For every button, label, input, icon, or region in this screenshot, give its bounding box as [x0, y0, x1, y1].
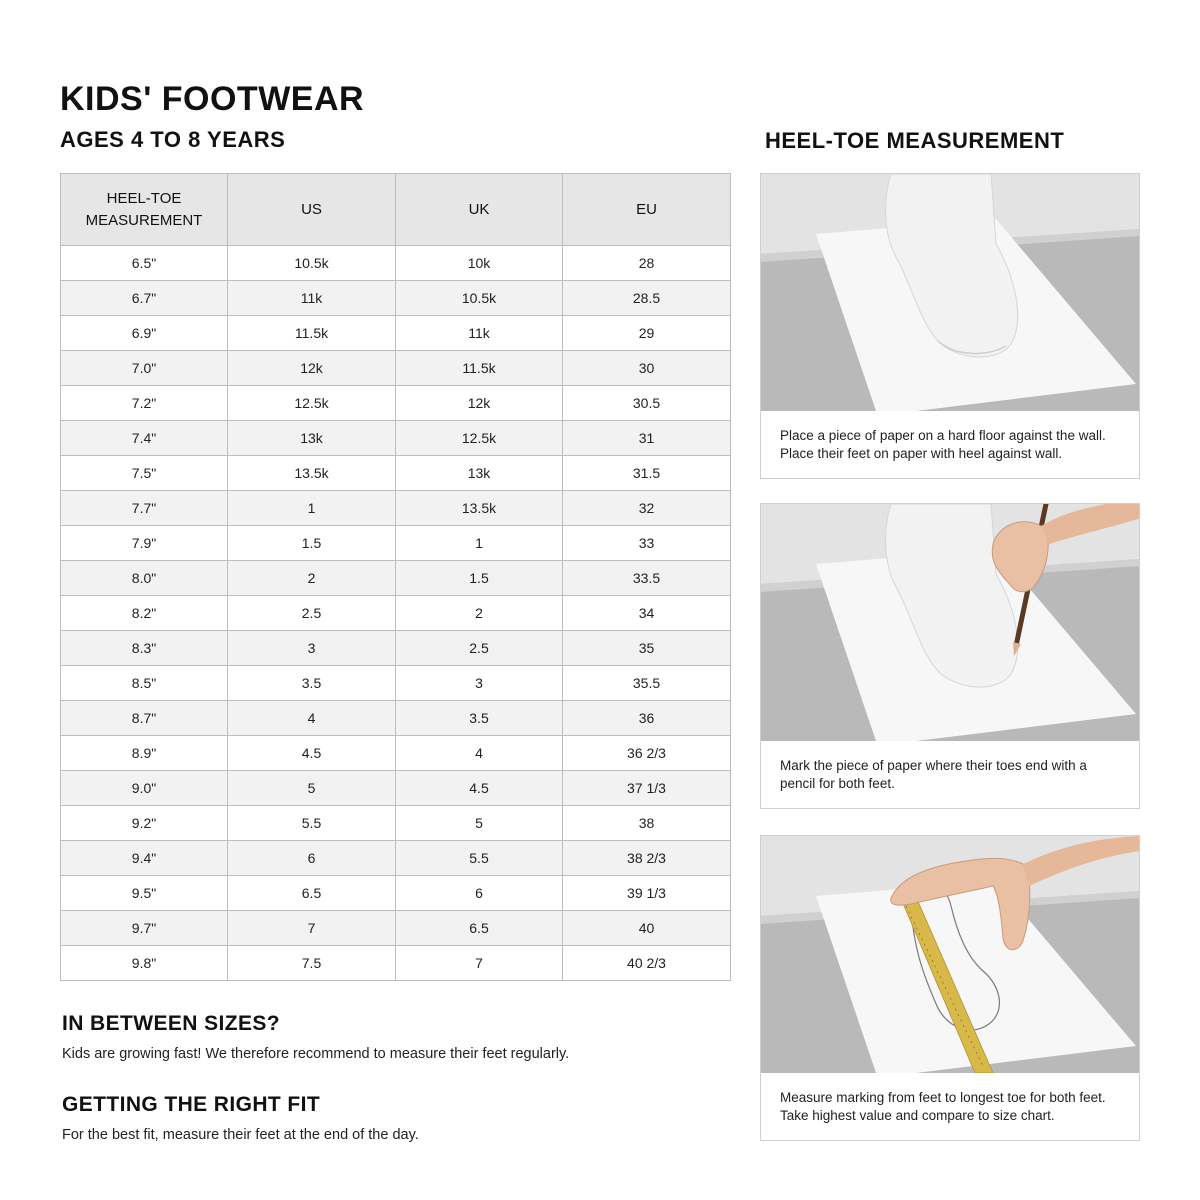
- table-cell-eu: 34: [563, 596, 731, 631]
- table-cell-heel-toe: 8.2": [61, 596, 228, 631]
- table-cell-heel-toe: 9.4": [61, 841, 228, 876]
- table-cell-uk: 2: [396, 596, 563, 631]
- table-cell-eu: 36 2/3: [563, 736, 731, 771]
- table-row: [61, 351, 731, 386]
- table-cell-uk: 1.5: [396, 561, 563, 596]
- table-cell-eu: 40: [563, 911, 731, 946]
- size-chart-table: [60, 173, 731, 981]
- table-cell-us: 4.5: [228, 736, 396, 771]
- table-cell-uk: 7: [396, 946, 563, 981]
- table-cell-heel-toe: 8.7": [61, 701, 228, 736]
- table-cell-heel-toe: 8.5": [61, 666, 228, 701]
- tape-measure-image: [761, 836, 1139, 1073]
- table-cell-heel-toe: 6.9": [61, 316, 228, 351]
- table-cell-uk: 6.5: [396, 911, 563, 946]
- table-cell-eu: 33: [563, 526, 731, 561]
- table-row: [61, 841, 731, 876]
- table-cell-us: 2: [228, 561, 396, 596]
- table-cell-eu: 31.5: [563, 456, 731, 491]
- table-cell-heel-toe: 9.2": [61, 806, 228, 841]
- table-cell-us: 3: [228, 631, 396, 666]
- table-cell-uk: 10k: [396, 246, 563, 281]
- table-cell-heel-toe: 7.0": [61, 351, 228, 386]
- table-row: [61, 771, 731, 806]
- column-header-heel-toe: HEEL-TOE MEASUREMENT: [61, 174, 228, 246]
- page-subtitle: AGES 4 TO 8 YEARS: [60, 127, 286, 152]
- step-card-2: [760, 503, 1140, 809]
- column-header-uk: UK: [396, 174, 563, 246]
- table-row: [61, 911, 731, 946]
- table-row: [61, 386, 731, 421]
- table-row: [61, 876, 731, 911]
- table-cell-us: 11.5k: [228, 316, 396, 351]
- table-cell-eu: 32: [563, 491, 731, 526]
- table-cell-us: 6: [228, 841, 396, 876]
- table-cell-heel-toe: 9.0": [61, 771, 228, 806]
- table-cell-uk: 5: [396, 806, 563, 841]
- table-cell-us: 1.5: [228, 526, 396, 561]
- table-row: [61, 246, 731, 281]
- column-header-us: US: [228, 174, 396, 246]
- table-cell-us: 6.5: [228, 876, 396, 911]
- step-caption-3: Measure marking from feet to longest toe for both feet. Take highest value and compare to size chart.: [780, 1090, 1106, 1123]
- right-fit-heading: GETTING THE RIGHT FIT: [62, 1093, 321, 1116]
- table-row: [61, 806, 731, 841]
- table-row: [61, 666, 731, 701]
- table-row: [61, 456, 731, 491]
- table-cell-uk: 12.5k: [396, 421, 563, 456]
- table-row: [61, 946, 731, 981]
- table-cell-heel-toe: 7.2": [61, 386, 228, 421]
- table-row: [61, 736, 731, 771]
- table-cell-heel-toe: 8.0": [61, 561, 228, 596]
- in-between-text: Kids are growing fast! We therefore recommend to measure their feet regularly.: [62, 1046, 570, 1062]
- table-cell-eu: 38: [563, 806, 731, 841]
- table-cell-us: 12.5k: [228, 386, 396, 421]
- table-cell-us: 7.5: [228, 946, 396, 981]
- right-fit-text: For the best fit, measure their feet at the end of the day.: [62, 1127, 419, 1143]
- table-cell-us: 10.5k: [228, 246, 396, 281]
- table-cell-heel-toe: 6.7": [61, 281, 228, 316]
- table-cell-us: 11k: [228, 281, 396, 316]
- table-cell-uk: 1: [396, 526, 563, 561]
- table-cell-uk: 13k: [396, 456, 563, 491]
- table-cell-uk: 3: [396, 666, 563, 701]
- table-cell-eu: 30.5: [563, 386, 731, 421]
- table-cell-heel-toe: 7.7": [61, 491, 228, 526]
- page-title: KIDS' FOOTWEAR: [60, 80, 365, 118]
- table-cell-us: 13.5k: [228, 456, 396, 491]
- table-cell-uk: 4.5: [396, 771, 563, 806]
- table-row: [61, 701, 731, 736]
- table-cell-eu: 35.5: [563, 666, 731, 701]
- column-header-eu: EU: [563, 174, 731, 246]
- table-cell-heel-toe: 8.3": [61, 631, 228, 666]
- table-cell-heel-toe: 7.5": [61, 456, 228, 491]
- table-cell-eu: 38 2/3: [563, 841, 731, 876]
- table-row: [61, 491, 731, 526]
- table-cell-eu: 31: [563, 421, 731, 456]
- step-card-3: [760, 835, 1140, 1141]
- table-cell-uk: 10.5k: [396, 281, 563, 316]
- table-row: [61, 596, 731, 631]
- table-cell-eu: 37 1/3: [563, 771, 731, 806]
- table-row: [61, 281, 731, 316]
- table-cell-us: 5.5: [228, 806, 396, 841]
- foot-on-paper-image: [761, 174, 1139, 411]
- table-cell-us: 3.5: [228, 666, 396, 701]
- table-cell-uk: 11.5k: [396, 351, 563, 386]
- table-cell-uk: 2.5: [396, 631, 563, 666]
- table-cell-heel-toe: 9.7": [61, 911, 228, 946]
- table-cell-us: 13k: [228, 421, 396, 456]
- table-cell-eu: 39 1/3: [563, 876, 731, 911]
- table-cell-us: 1: [228, 491, 396, 526]
- table-cell-eu: 35: [563, 631, 731, 666]
- table-cell-us: 7: [228, 911, 396, 946]
- table-cell-us: 2.5: [228, 596, 396, 631]
- table-cell-eu: 28.5: [563, 281, 731, 316]
- table-cell-us: 5: [228, 771, 396, 806]
- table-row: [61, 421, 731, 456]
- step-caption-1: Place a piece of paper on a hard floor against the wall. Place their feet on paper with heel against wall.: [780, 428, 1106, 461]
- table-cell-us: 12k: [228, 351, 396, 386]
- table-header-row: [61, 174, 731, 246]
- table-cell-us: 4: [228, 701, 396, 736]
- table-cell-eu: 33.5: [563, 561, 731, 596]
- table-cell-heel-toe: 8.9": [61, 736, 228, 771]
- table-cell-heel-toe: 6.5": [61, 246, 228, 281]
- table-cell-uk: 11k: [396, 316, 563, 351]
- measurement-title: HEEL-TOE MEASUREMENT: [765, 128, 1065, 153]
- table-cell-uk: 12k: [396, 386, 563, 421]
- table-row: [61, 631, 731, 666]
- pencil-marking-image: [761, 504, 1139, 741]
- in-between-heading: IN BETWEEN SIZES?: [62, 1012, 280, 1035]
- table-cell-eu: 30: [563, 351, 731, 386]
- table-cell-heel-toe: 9.5": [61, 876, 228, 911]
- table-row: [61, 316, 731, 351]
- table-cell-uk: 13.5k: [396, 491, 563, 526]
- table-cell-eu: 28: [563, 246, 731, 281]
- table-cell-heel-toe: 7.4": [61, 421, 228, 456]
- table-cell-uk: 4: [396, 736, 563, 771]
- table-cell-eu: 29: [563, 316, 731, 351]
- table-row: [61, 526, 731, 561]
- table-cell-eu: 36: [563, 701, 731, 736]
- step-card-1: [760, 173, 1140, 479]
- table-cell-eu: 40 2/3: [563, 946, 731, 981]
- table-cell-uk: 6: [396, 876, 563, 911]
- table-body: [61, 246, 731, 981]
- table-cell-uk: 5.5: [396, 841, 563, 876]
- table-cell-uk: 3.5: [396, 701, 563, 736]
- table-cell-heel-toe: 9.8": [61, 946, 228, 981]
- table-row: [61, 561, 731, 596]
- table-cell-heel-toe: 7.9": [61, 526, 228, 561]
- step-caption-2: Mark the piece of paper where their toes end with a pencil for both feet.: [780, 758, 1087, 791]
